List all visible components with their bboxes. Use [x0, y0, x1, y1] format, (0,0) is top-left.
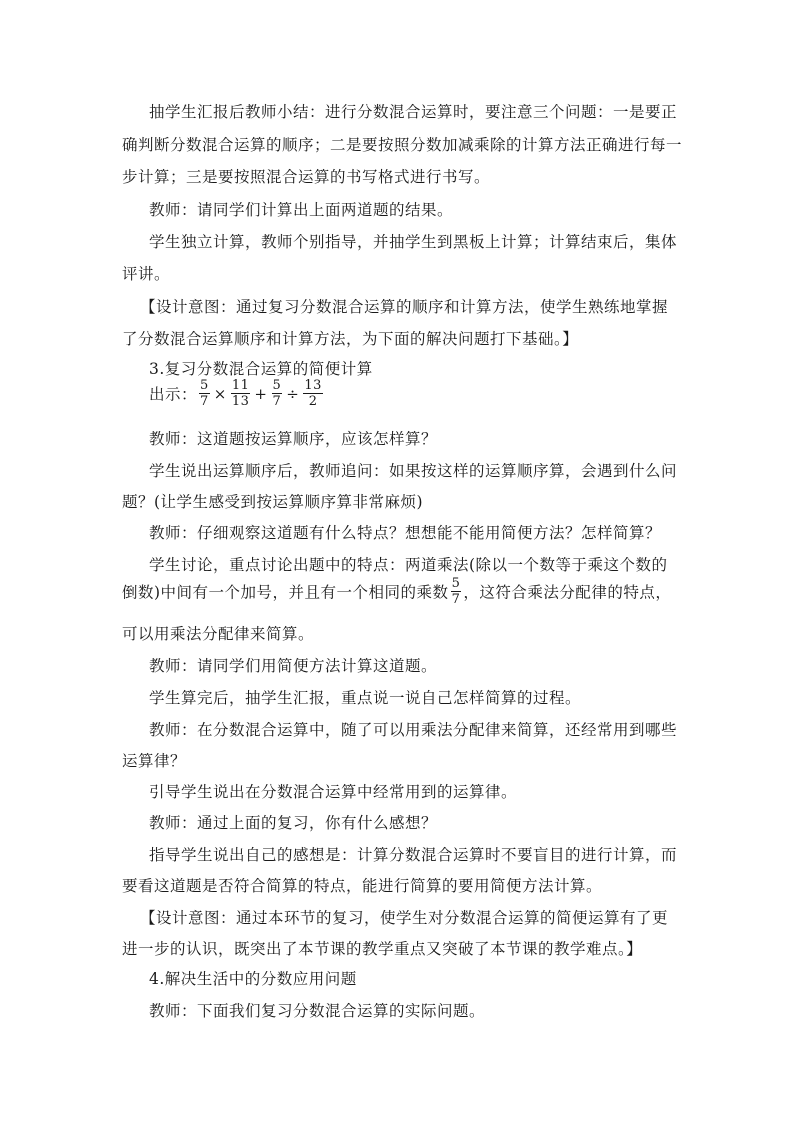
design-intent-2-line-1: 【设计意图：通过本环节的复习，使学生对分数混合运算的简便运算有了更 — [140, 909, 669, 927]
design-intent-1-line-2: 了分数混合运算顺序和计算方法，为下面的解决问题打下基础。】 — [122, 330, 579, 348]
section-4-title: 4.解决生活中的分数应用问题 — [149, 970, 357, 988]
teacher-prompt-order: 教师：这道题按运算顺序，应该怎样算？ — [149, 430, 438, 448]
paragraph-student-line-2: 评讲。 — [122, 265, 171, 283]
fraction-13-2: $\frac{13}{2}$ — [304, 378, 322, 409]
teacher-prompt-simplify: 教师：请同学们用简便方法计算这道题。 — [149, 657, 438, 675]
paragraph-summary-line-2: 确判断分数混合运算的顺序；二是要按照分数加减乘除的计算方法正确进行每一 — [122, 136, 683, 154]
paragraph-summary-line-3: 步计算；三是要按照混合运算的书写格式进行书写。 — [122, 168, 491, 186]
teacher-prompt-laws-line-2: 运算律？ — [122, 752, 187, 770]
teacher-prompt-compute: 教师：请同学们计算出上面两道题的结果。 — [149, 201, 454, 219]
fraction-5-7-second: $\frac{5}{7}$ — [272, 378, 282, 409]
expression-label: 出示： — [149, 385, 198, 404]
design-intent-1-line-1: 【设计意图：通过复习分数混合运算的顺序和计算方法，使学生熟练地掌握 — [140, 298, 669, 316]
plus-operator: + — [254, 384, 268, 403]
teacher-prompt-laws-line-1: 教师：在分数混合运算中，随了可以用乘法分配律来简算，还经常用到哪些 — [149, 721, 678, 739]
fraction-5-7: $\frac{5}{7}$ — [200, 378, 209, 409]
teacher-prompt-applications: 教师：下面我们复习分数混合运算的实际问题。 — [149, 1002, 486, 1020]
paragraph-report: 学生算完后，抽学生汇报，重点说一说自己怎样简算的过程。 — [149, 689, 582, 707]
expression-line — [149, 378, 325, 409]
paragraph-follow-up-line-1: 学生说出运算顺序后，教师追问：如果按这样的运算顺序算，会遇到什么问 — [149, 462, 678, 480]
times-operator: × — [213, 384, 227, 403]
paragraph-feelings-line-1: 指导学生说出自己的感想是：计算分数混合运算时不要盲目的进行计算，而 — [149, 846, 678, 864]
teacher-prompt-feelings: 教师：通过上面的复习，你有什么感想？ — [149, 814, 438, 832]
teacher-prompt-observe: 教师：仔细观察这道题有什么特点？想想能不能用简便方法？怎样简算？ — [149, 524, 662, 542]
fraction-11-13: $\frac{11}{13}$ — [231, 378, 250, 409]
design-intent-2-line-2: 进一步的认识，既突出了本节课的教学重点又突破了本节课的教学难点。】 — [122, 940, 643, 958]
paragraph-discussion-line-3: 可以用乘法分配律来简算。 — [122, 625, 315, 643]
paragraph-guide-laws: 引导学生说出在分数混合运算中经常用到的运算律。 — [149, 783, 518, 801]
divide-operator: ÷ — [286, 384, 300, 403]
paragraph-follow-up-line-2: 题？(让学生感受到按运算顺序算非常麻烦) — [122, 493, 424, 511]
paragraph-discussion-line-2: 倒数)中间有一个加号，并且有一个相同的乘数 $\frac{5}{7}$ ，这符合乘法分配律的特点， — [122, 576, 672, 607]
paragraph-feelings-line-2: 要看这道题是否符合简算的特点，能进行简算的要用简便方法计算。 — [122, 877, 603, 895]
paragraph-student-line-1: 学生独立计算，教师个别指导，并抽学生到黑板上计算；计算结束后，集体 — [149, 233, 678, 251]
paragraph-discussion-line-1: 学生讨论，重点讨论出题中的特点：两道乘法(除以一个数等于乘这个数的 — [149, 556, 668, 574]
paragraph-summary-line-1: 抽学生汇报后教师小结：进行分数混合运算时，要注意三个问题：一是要正 — [149, 103, 678, 121]
fraction-5-7-inline: $\frac{5}{7}$ — [451, 576, 461, 607]
section-3-title: 3.复习分数混合运算的简便计算 — [149, 360, 373, 378]
